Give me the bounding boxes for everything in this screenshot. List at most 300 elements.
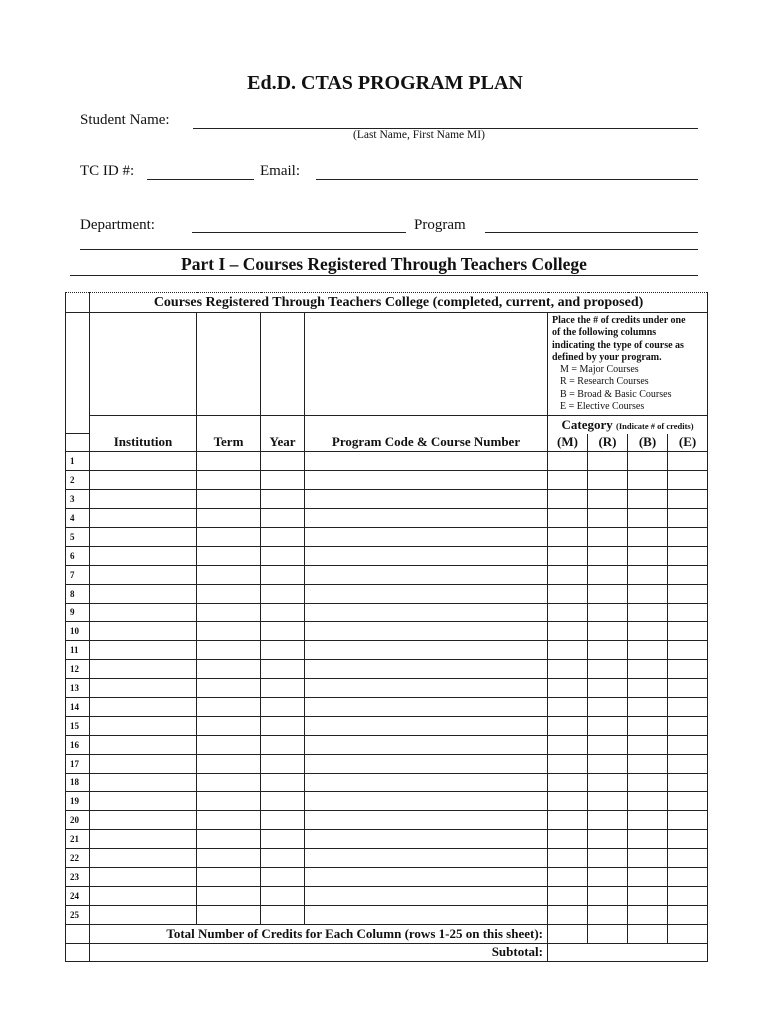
m-credits-cell[interactable]	[548, 679, 588, 698]
program-code-cell[interactable]	[305, 679, 548, 698]
year-cell[interactable]	[261, 792, 305, 811]
year-cell[interactable]	[261, 660, 305, 679]
col-term: Term	[197, 416, 261, 452]
email-label: Email:	[260, 163, 300, 179]
e-credits-cell[interactable]	[668, 735, 708, 754]
term-cell[interactable]	[197, 471, 261, 490]
year-cell[interactable]	[261, 679, 305, 698]
year-cell[interactable]	[261, 452, 305, 471]
table-row	[66, 830, 708, 849]
row-number: 20	[66, 811, 90, 830]
institution-cell[interactable]	[90, 811, 197, 830]
institution-cell[interactable]	[90, 471, 197, 490]
program-code-cell[interactable]	[305, 811, 548, 830]
term-cell[interactable]	[197, 565, 261, 584]
r-credits-cell[interactable]	[588, 773, 628, 792]
e-credits-cell[interactable]	[668, 867, 708, 886]
term-cell[interactable]	[197, 584, 261, 603]
legend-r: R = Research Courses	[560, 376, 649, 388]
m-credits-cell[interactable]	[548, 622, 588, 641]
subtotal-label: Subtotal:	[90, 943, 548, 962]
m-credits-cell[interactable]	[548, 773, 588, 792]
b-credits-cell[interactable]	[628, 584, 668, 603]
r-credits-cell[interactable]	[588, 660, 628, 679]
table-row	[66, 527, 708, 546]
table-row	[66, 867, 708, 886]
program-code-cell[interactable]	[305, 622, 548, 641]
courses-table	[65, 292, 708, 962]
b-credits-cell[interactable]	[628, 565, 668, 584]
term-header-blank	[197, 313, 261, 416]
program-code-cell[interactable]	[305, 849, 548, 868]
m-credits-cell[interactable]	[548, 792, 588, 811]
instructions-line-1: Place the # of credits under one	[552, 315, 686, 326]
r-credits-cell[interactable]	[588, 509, 628, 528]
m-credits-cell[interactable]	[548, 527, 588, 546]
e-credits-cell[interactable]	[668, 792, 708, 811]
term-cell[interactable]	[197, 773, 261, 792]
col-m: (M)	[548, 434, 588, 452]
b-credits-cell[interactable]	[628, 641, 668, 660]
col-e: (E)	[668, 434, 708, 452]
category-header	[548, 416, 708, 434]
category-label: Category	[561, 416, 613, 432]
table-row	[66, 584, 708, 603]
r-credits-cell[interactable]	[588, 527, 628, 546]
page-title: Ed.D. CTAS PROGRAM PLAN	[247, 72, 523, 94]
department-label: Department:	[80, 217, 155, 233]
term-cell[interactable]	[197, 792, 261, 811]
b-credits-cell[interactable]	[628, 849, 668, 868]
year-cell[interactable]	[261, 565, 305, 584]
part1-underline	[70, 275, 698, 276]
e-credits-cell[interactable]	[668, 603, 708, 622]
r-credits-cell[interactable]	[588, 886, 628, 905]
institution-cell[interactable]	[90, 735, 197, 754]
year-cell[interactable]	[261, 584, 305, 603]
r-credits-cell[interactable]	[588, 811, 628, 830]
m-credits-cell[interactable]	[548, 867, 588, 886]
year-cell[interactable]	[261, 490, 305, 509]
program-code-cell[interactable]	[305, 641, 548, 660]
header-spacer	[66, 313, 90, 434]
b-credits-cell[interactable]	[628, 509, 668, 528]
b-credits-cell[interactable]	[628, 490, 668, 509]
program-label: Program	[414, 217, 466, 233]
institution-cell[interactable]	[90, 490, 197, 509]
b-credits-cell[interactable]	[628, 773, 668, 792]
row-number: 3	[66, 490, 90, 509]
table-row	[66, 603, 708, 622]
table-row	[66, 471, 708, 490]
program-code-cell[interactable]	[305, 603, 548, 622]
row-number: 24	[66, 886, 90, 905]
table-row	[66, 697, 708, 716]
term-cell[interactable]	[197, 830, 261, 849]
term-cell[interactable]	[197, 735, 261, 754]
e-credits-cell[interactable]	[668, 509, 708, 528]
institution-cell[interactable]	[90, 509, 197, 528]
institution-cell[interactable]	[90, 546, 197, 565]
e-credits-cell[interactable]	[668, 527, 708, 546]
program-code-cell[interactable]	[305, 697, 548, 716]
e-credits-cell[interactable]	[668, 773, 708, 792]
b-credits-cell[interactable]	[628, 660, 668, 679]
term-cell[interactable]	[197, 811, 261, 830]
r-credits-cell[interactable]	[588, 622, 628, 641]
b-credits-cell[interactable]	[628, 527, 668, 546]
table-row	[66, 509, 708, 528]
total-m-cell[interactable]	[548, 924, 588, 943]
r-credits-cell[interactable]	[588, 565, 628, 584]
program-code-cell[interactable]	[305, 905, 548, 924]
e-credits-cell[interactable]	[668, 546, 708, 565]
r-credits-cell[interactable]	[588, 679, 628, 698]
year-cell[interactable]	[261, 622, 305, 641]
e-credits-cell[interactable]	[668, 849, 708, 868]
e-credits-cell[interactable]	[668, 811, 708, 830]
b-credits-cell[interactable]	[628, 811, 668, 830]
row-number: 14	[66, 697, 90, 716]
institution-cell[interactable]	[90, 697, 197, 716]
m-credits-cell[interactable]	[548, 830, 588, 849]
year-cell[interactable]	[261, 471, 305, 490]
table-row	[66, 773, 708, 792]
e-credits-cell[interactable]	[668, 660, 708, 679]
r-credits-cell[interactable]	[588, 641, 628, 660]
program-code-cell[interactable]	[305, 716, 548, 735]
tc-id-field[interactable]	[147, 179, 254, 180]
term-cell[interactable]	[197, 509, 261, 528]
year-cell[interactable]	[261, 830, 305, 849]
table-row	[66, 716, 708, 735]
table-row	[66, 754, 708, 773]
subtotal-cell[interactable]	[548, 943, 708, 962]
row-number: 2	[66, 471, 90, 490]
term-cell[interactable]	[197, 452, 261, 471]
col-year: Year	[261, 416, 305, 452]
institution-cell[interactable]	[90, 679, 197, 698]
m-credits-cell[interactable]	[548, 886, 588, 905]
program-code-cell[interactable]	[305, 754, 548, 773]
e-credits-cell[interactable]	[668, 830, 708, 849]
r-credits-cell[interactable]	[588, 603, 628, 622]
program-code-cell[interactable]	[305, 565, 548, 584]
e-credits-cell[interactable]	[668, 886, 708, 905]
code-header-blank	[305, 313, 548, 416]
term-cell[interactable]	[197, 905, 261, 924]
row-number: 19	[66, 792, 90, 811]
category-instructions	[548, 313, 708, 416]
e-credits-cell[interactable]	[668, 584, 708, 603]
col-institution: Institution	[90, 416, 197, 452]
e-credits-cell[interactable]	[668, 490, 708, 509]
year-cell[interactable]	[261, 603, 305, 622]
institution-cell[interactable]	[90, 527, 197, 546]
row-number: 4	[66, 509, 90, 528]
table-row	[66, 792, 708, 811]
year-cell[interactable]	[261, 509, 305, 528]
row-number: 23	[66, 867, 90, 886]
total-credits-label: Total Number of Credits for Each Column (rows 1-25 on this sheet):	[90, 924, 548, 943]
caption-spacer	[66, 293, 90, 313]
program-code-cell[interactable]	[305, 546, 548, 565]
r-credits-cell[interactable]	[588, 735, 628, 754]
year-cell[interactable]	[261, 716, 305, 735]
year-cell[interactable]	[261, 527, 305, 546]
legend-e: E = Elective Courses	[560, 401, 645, 413]
institution-cell[interactable]	[90, 754, 197, 773]
term-cell[interactable]	[197, 867, 261, 886]
program-code-cell[interactable]	[305, 792, 548, 811]
row-number: 10	[66, 622, 90, 641]
institution-cell[interactable]	[90, 867, 197, 886]
subtotal-spacer	[66, 943, 90, 962]
term-cell[interactable]	[197, 603, 261, 622]
instructions-line-4: defined by your program.	[552, 351, 662, 363]
header-spacer-2	[66, 434, 90, 452]
row-number: 5	[66, 527, 90, 546]
b-credits-cell[interactable]	[628, 679, 668, 698]
institution-cell[interactable]	[90, 584, 197, 603]
student-name-label: Student Name:	[80, 112, 170, 128]
program-code-cell[interactable]	[305, 886, 548, 905]
row-number: 1	[66, 452, 90, 471]
total-e-cell[interactable]	[668, 924, 708, 943]
total-r-cell[interactable]	[588, 924, 628, 943]
m-credits-cell[interactable]	[548, 509, 588, 528]
table-row	[66, 905, 708, 924]
institution-cell[interactable]	[90, 905, 197, 924]
r-credits-cell[interactable]	[588, 471, 628, 490]
row-number: 6	[66, 546, 90, 565]
year-cell[interactable]	[261, 849, 305, 868]
m-credits-cell[interactable]	[548, 905, 588, 924]
year-header-blank	[261, 313, 305, 416]
term-cell[interactable]	[197, 546, 261, 565]
e-credits-cell[interactable]	[668, 622, 708, 641]
m-credits-cell[interactable]	[548, 546, 588, 565]
term-cell[interactable]	[197, 490, 261, 509]
r-credits-cell[interactable]	[588, 849, 628, 868]
table-row	[66, 811, 708, 830]
program-code-cell[interactable]	[305, 527, 548, 546]
m-credits-cell[interactable]	[548, 471, 588, 490]
table-row	[66, 660, 708, 679]
institution-cell[interactable]	[90, 452, 197, 471]
b-credits-cell[interactable]	[628, 603, 668, 622]
e-credits-cell[interactable]	[668, 641, 708, 660]
category-note: (Indicate # of credits)	[616, 420, 694, 431]
program-code-cell[interactable]	[305, 867, 548, 886]
year-cell[interactable]	[261, 641, 305, 660]
program-code-cell[interactable]	[305, 584, 548, 603]
m-credits-cell[interactable]	[548, 641, 588, 660]
program-code-cell[interactable]	[305, 735, 548, 754]
row-number: 25	[66, 905, 90, 924]
term-cell[interactable]	[197, 849, 261, 868]
institution-cell[interactable]	[90, 641, 197, 660]
institution-cell[interactable]	[90, 773, 197, 792]
row-number: 21	[66, 830, 90, 849]
b-credits-cell[interactable]	[628, 754, 668, 773]
b-credits-cell[interactable]	[628, 471, 668, 490]
r-credits-cell[interactable]	[588, 584, 628, 603]
institution-cell[interactable]	[90, 622, 197, 641]
tc-id-label: TC ID #:	[80, 163, 135, 179]
row-number: 8	[66, 584, 90, 603]
program-code-cell[interactable]	[305, 830, 548, 849]
instructions-line-3: indicating the type of course as	[552, 339, 684, 351]
table-row	[66, 679, 708, 698]
institution-cell[interactable]	[90, 603, 197, 622]
e-credits-cell[interactable]	[668, 565, 708, 584]
program-code-cell[interactable]	[305, 773, 548, 792]
program-code-cell[interactable]	[305, 471, 548, 490]
row-number: 22	[66, 849, 90, 868]
col-program-code: Program Code & Course Number	[305, 416, 548, 452]
m-credits-cell[interactable]	[548, 584, 588, 603]
table-row	[66, 565, 708, 584]
col-r: (R)	[588, 434, 628, 452]
term-cell[interactable]	[197, 697, 261, 716]
year-cell[interactable]	[261, 754, 305, 773]
e-credits-cell[interactable]	[668, 679, 708, 698]
b-credits-cell[interactable]	[628, 546, 668, 565]
e-credits-cell[interactable]	[668, 716, 708, 735]
table-row	[66, 735, 708, 754]
col-b: (B)	[628, 434, 668, 452]
b-credits-cell[interactable]	[628, 697, 668, 716]
term-cell[interactable]	[197, 660, 261, 679]
b-credits-cell[interactable]	[628, 716, 668, 735]
program-code-cell[interactable]	[305, 452, 548, 471]
row-number: 18	[66, 773, 90, 792]
m-credits-cell[interactable]	[548, 452, 588, 471]
e-credits-cell[interactable]	[668, 754, 708, 773]
m-credits-cell[interactable]	[548, 811, 588, 830]
row-number: 16	[66, 735, 90, 754]
table-row	[66, 490, 708, 509]
b-credits-cell[interactable]	[628, 792, 668, 811]
legend-b: B = Broad & Basic Courses	[560, 388, 672, 400]
m-credits-cell[interactable]	[548, 697, 588, 716]
r-credits-cell[interactable]	[588, 830, 628, 849]
e-credits-cell[interactable]	[668, 697, 708, 716]
part1-heading: Part I – Courses Registered Through Teachers College	[181, 254, 587, 274]
b-credits-cell[interactable]	[628, 622, 668, 641]
r-credits-cell[interactable]	[588, 490, 628, 509]
r-credits-cell[interactable]	[588, 867, 628, 886]
row-number: 9	[66, 603, 90, 622]
r-credits-cell[interactable]	[588, 697, 628, 716]
b-credits-cell[interactable]	[628, 867, 668, 886]
b-credits-cell[interactable]	[628, 905, 668, 924]
r-credits-cell[interactable]	[588, 452, 628, 471]
year-cell[interactable]	[261, 773, 305, 792]
m-credits-cell[interactable]	[548, 490, 588, 509]
term-cell[interactable]	[197, 754, 261, 773]
r-credits-cell[interactable]	[588, 716, 628, 735]
institution-cell[interactable]	[90, 660, 197, 679]
m-credits-cell[interactable]	[548, 565, 588, 584]
table-row	[66, 622, 708, 641]
term-cell[interactable]	[197, 679, 261, 698]
section-divider	[80, 249, 698, 250]
row-number: 17	[66, 754, 90, 773]
b-credits-cell[interactable]	[628, 886, 668, 905]
institution-cell[interactable]	[90, 886, 197, 905]
row-number: 13	[66, 679, 90, 698]
table-row	[66, 641, 708, 660]
student-name-hint: (Last Name, First Name MI)	[353, 129, 485, 141]
year-cell[interactable]	[261, 886, 305, 905]
legend-m: M = Major Courses	[560, 364, 639, 376]
m-credits-cell[interactable]	[548, 716, 588, 735]
program-code-cell[interactable]	[305, 490, 548, 509]
institution-cell[interactable]	[90, 792, 197, 811]
b-credits-cell[interactable]	[628, 735, 668, 754]
r-credits-cell[interactable]	[588, 792, 628, 811]
instructions-line-2: of the following columns	[552, 327, 657, 339]
r-credits-cell[interactable]	[588, 754, 628, 773]
m-credits-cell[interactable]	[548, 603, 588, 622]
b-credits-cell[interactable]	[628, 452, 668, 471]
institution-cell[interactable]	[90, 849, 197, 868]
m-credits-cell[interactable]	[548, 754, 588, 773]
program-code-cell[interactable]	[305, 509, 548, 528]
term-cell[interactable]	[197, 716, 261, 735]
term-cell[interactable]	[197, 622, 261, 641]
year-cell[interactable]	[261, 867, 305, 886]
table-caption: Courses Registered Through Teachers College (completed, current, and proposed)	[90, 293, 708, 313]
total-b-cell[interactable]	[628, 924, 668, 943]
department-field[interactable]	[192, 232, 406, 233]
term-cell[interactable]	[197, 527, 261, 546]
m-credits-cell[interactable]	[548, 849, 588, 868]
e-credits-cell[interactable]	[668, 452, 708, 471]
b-credits-cell[interactable]	[628, 830, 668, 849]
year-cell[interactable]	[261, 905, 305, 924]
year-cell[interactable]	[261, 735, 305, 754]
term-cell[interactable]	[197, 886, 261, 905]
table-row	[66, 886, 708, 905]
e-credits-cell[interactable]	[668, 471, 708, 490]
term-cell[interactable]	[197, 641, 261, 660]
table-row	[66, 849, 708, 868]
r-credits-cell[interactable]	[588, 905, 628, 924]
year-cell[interactable]	[261, 697, 305, 716]
program-field[interactable]	[485, 232, 698, 233]
r-credits-cell[interactable]	[588, 546, 628, 565]
institution-header-blank	[90, 313, 197, 416]
row-number: 12	[66, 660, 90, 679]
program-code-cell[interactable]	[305, 660, 548, 679]
table-row	[66, 452, 708, 471]
row-number: 15	[66, 716, 90, 735]
institution-cell[interactable]	[90, 716, 197, 735]
m-credits-cell[interactable]	[548, 660, 588, 679]
m-credits-cell[interactable]	[548, 735, 588, 754]
institution-cell[interactable]	[90, 565, 197, 584]
year-cell[interactable]	[261, 811, 305, 830]
row-number: 7	[66, 565, 90, 584]
institution-cell[interactable]	[90, 830, 197, 849]
e-credits-cell[interactable]	[668, 905, 708, 924]
total-spacer	[66, 924, 90, 943]
year-cell[interactable]	[261, 546, 305, 565]
email-field[interactable]	[316, 179, 698, 180]
